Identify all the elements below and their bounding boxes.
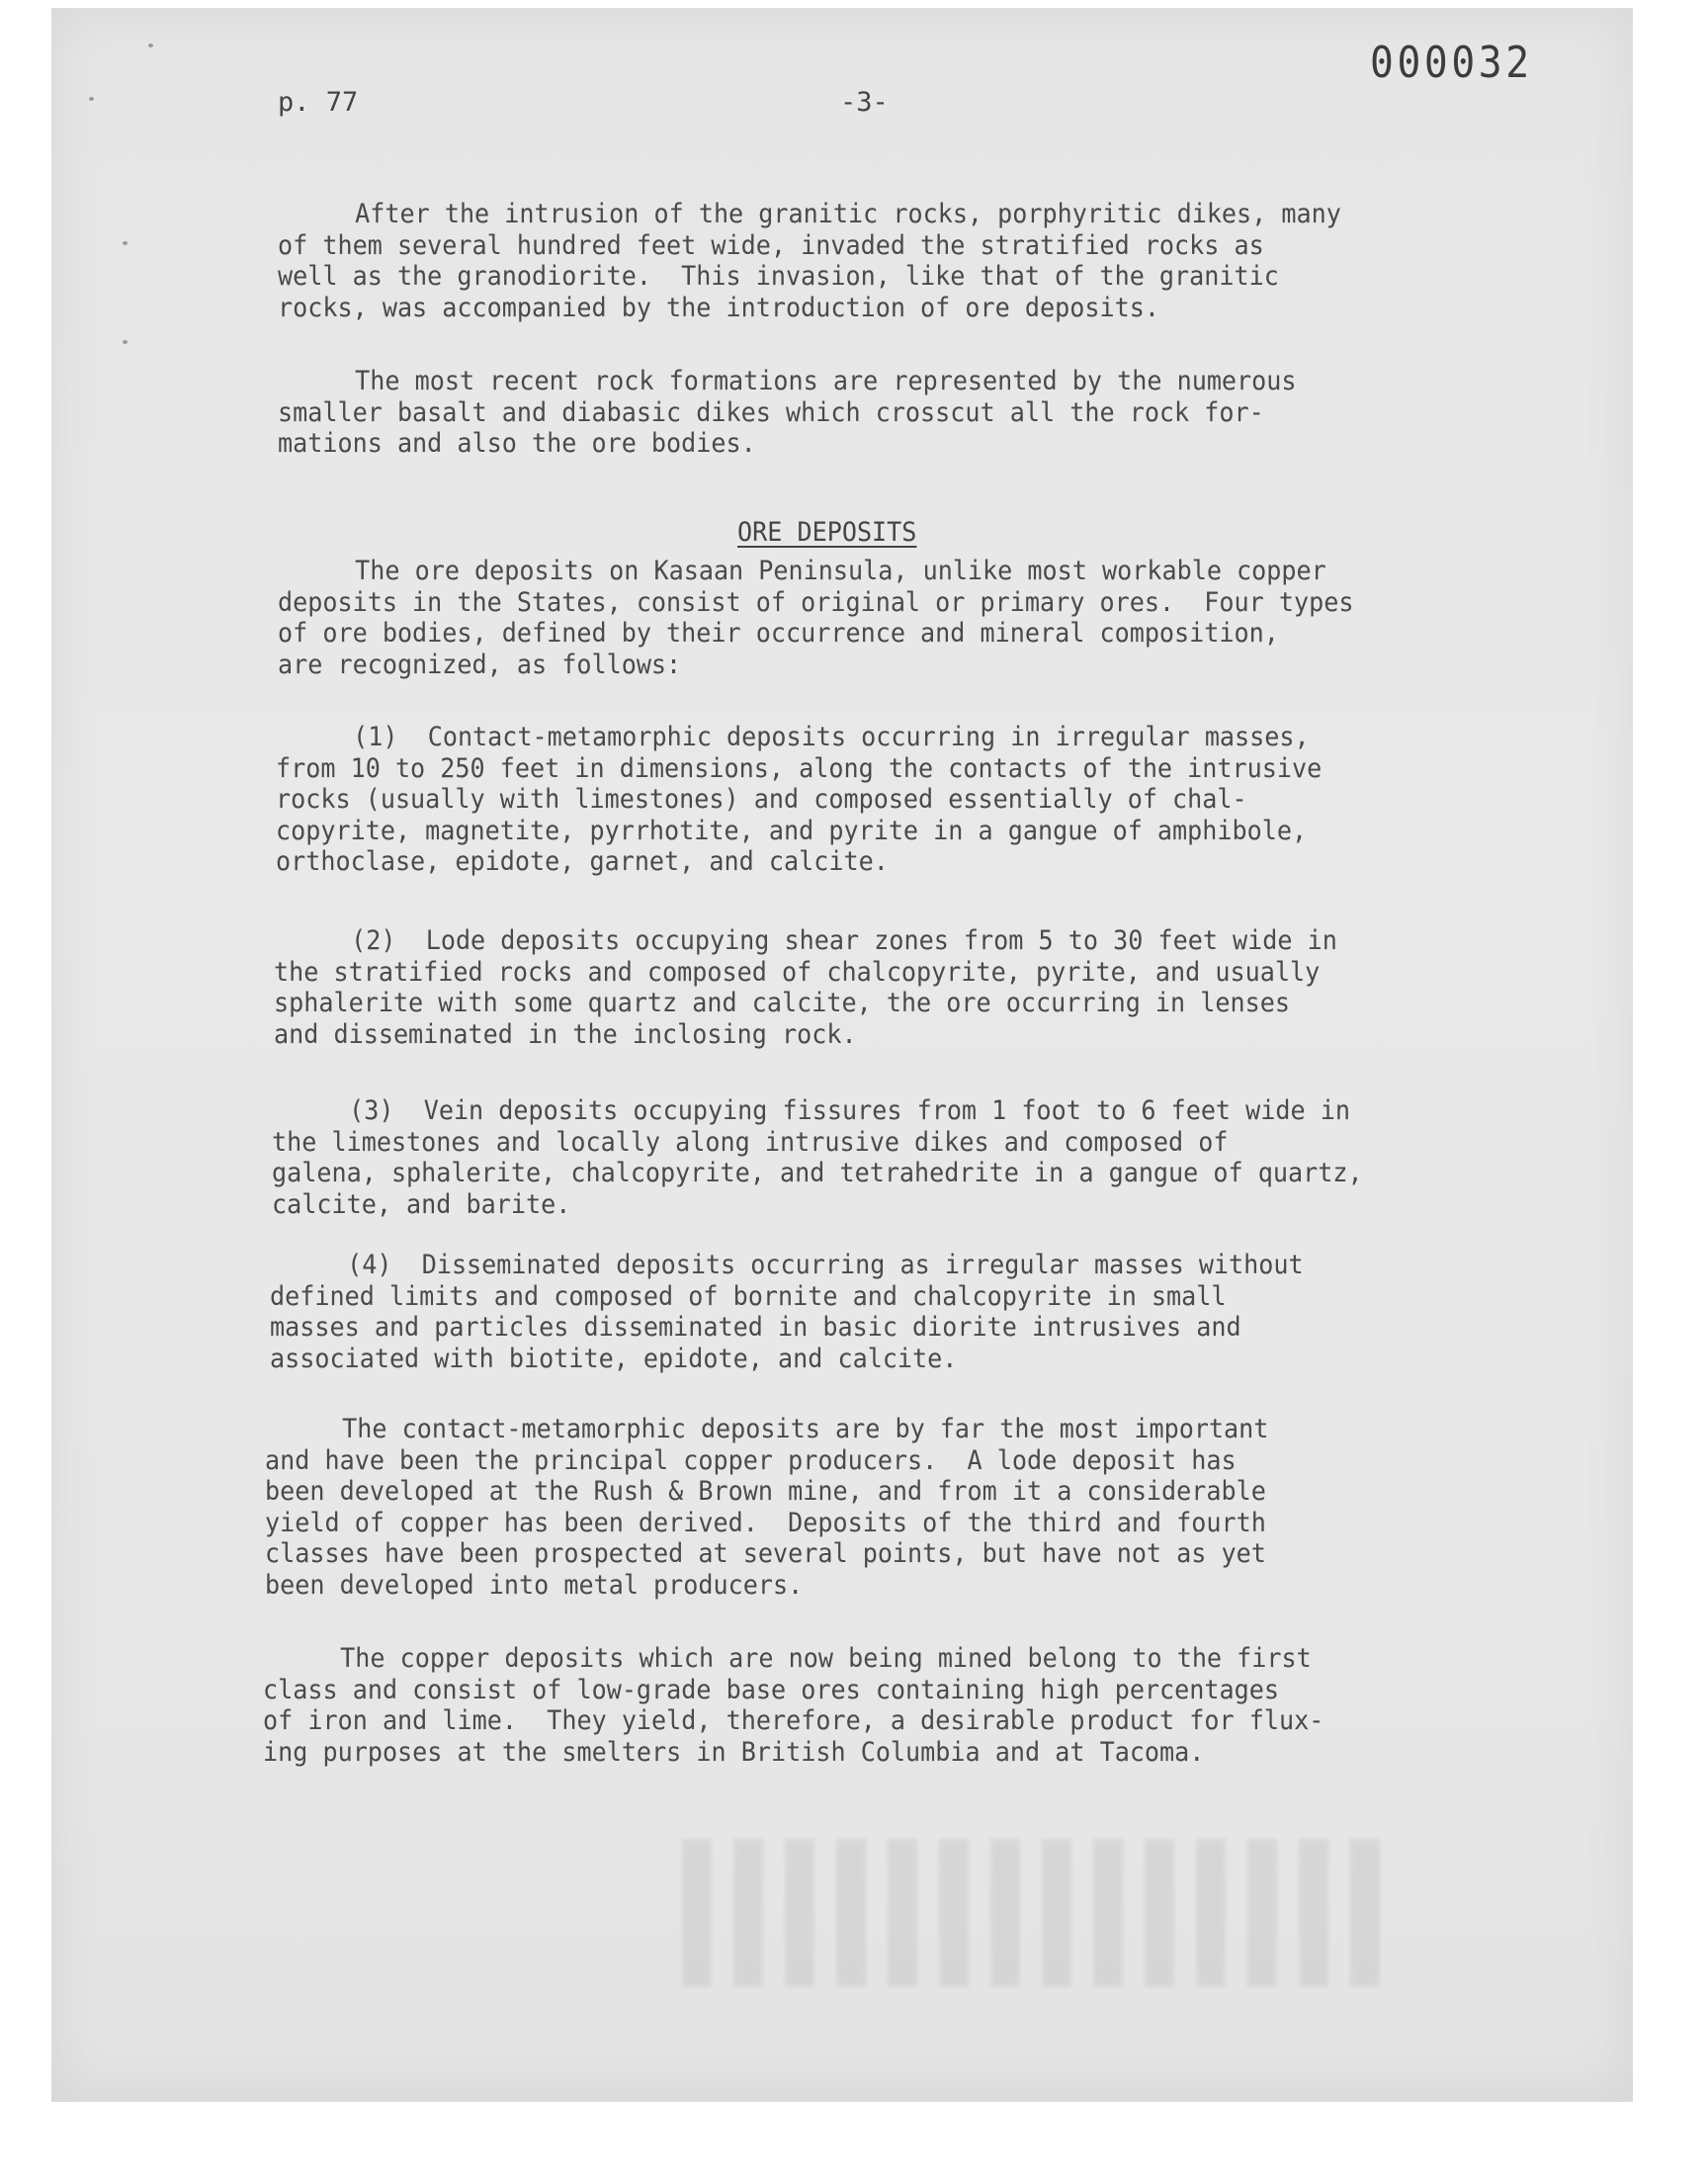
page-number: -3-	[840, 87, 889, 118]
faded-stamp-bleedthrough	[682, 1839, 1394, 1987]
paragraph-intrusion: After the intrusion of the granitic rocks, porphyritic dikes, many of them several hundred feet wide, invaded the stratified rocks as well as the granodiorite. This invasion, like that of the granitic rocks, was accompanied by the introduction of ore deposits.	[278, 199, 1341, 323]
list-item-vein-deposits: (3) Vein deposits occupying fissures from 1 foot to 6 feet wide in the limestones and locally along intrusive dikes and composed of galena, sphalerite, chalcopyrite, and tetrahedrite in a gangue of quartz, calcite, and barite.	[272, 1095, 1363, 1220]
dust-speck	[123, 241, 128, 245]
list-item-disseminated-deposits: (4) Disseminated deposits occurring as irregular masses without defined limits and composed of bornite and chalcopyrite in small masses and particles disseminated in basic diorite intrusives and associated with biotite, epidote, and calcite.	[270, 1250, 1304, 1374]
page-id-number: 000032	[1370, 38, 1533, 88]
paragraph-recent-formations: The most recent rock formations are represented by the numerous smaller basalt and diabasic dikes which crosscut all the rock for- mations and also the ore bodies.	[278, 366, 1297, 460]
dust-speck	[89, 97, 94, 101]
paragraph-contact-importance: The contact-metamorphic deposits are by far the most important and have been the principal copper producers. A lode deposit has been developed at the Rush & Brown mine, and from it a considerable yield of copper has been derived. Deposits of the third and fourth classes have been prospected at several points, but have not as yet been developed into metal producers.	[265, 1414, 1269, 1601]
paragraph-copper-mining: The copper deposits which are now being mined belong to the first class and consist of low-grade base ores containing high percentages of iron and lime. They yield, therefore, a desirable product for flux- ing purposes at the smelters in British Columbia and at Tacoma.	[263, 1643, 1324, 1768]
section-heading: ORE DEPOSITS	[737, 517, 917, 548]
list-item-lode-deposits: (2) Lode deposits occupying shear zones from 5 to 30 feet wide in the stratified rocks and composed of chalcopyrite, pyrite, and usually sphalerite with some quartz and calcite, the ore occurring in lenses and disseminated in the inclosing rock.	[274, 925, 1337, 1050]
paragraph-ore-types-intro: The ore deposits on Kasaan Peninsula, unlike most workable copper deposits in the States, consist of original or primary ores. Four types of ore bodies, defined by their occurrence and mineral composition, are recognized, as follows:	[278, 556, 1354, 680]
list-item-contact-metamorphic: (1) Contact-metamorphic deposits occurring in irregular masses, from 10 to 250 feet in dimensions, along the contacts of the intrusive rocks (usually with limestones) and composed essentially of chal- copyrite, magnetite, pyrrhotite, and pyrite in a gangue of amphibole, orthoclase, epidote, garnet, and calcite.	[276, 722, 1323, 878]
dust-speck	[148, 44, 153, 47]
page-reference: p. 77	[278, 87, 359, 118]
dust-speck	[123, 340, 128, 344]
